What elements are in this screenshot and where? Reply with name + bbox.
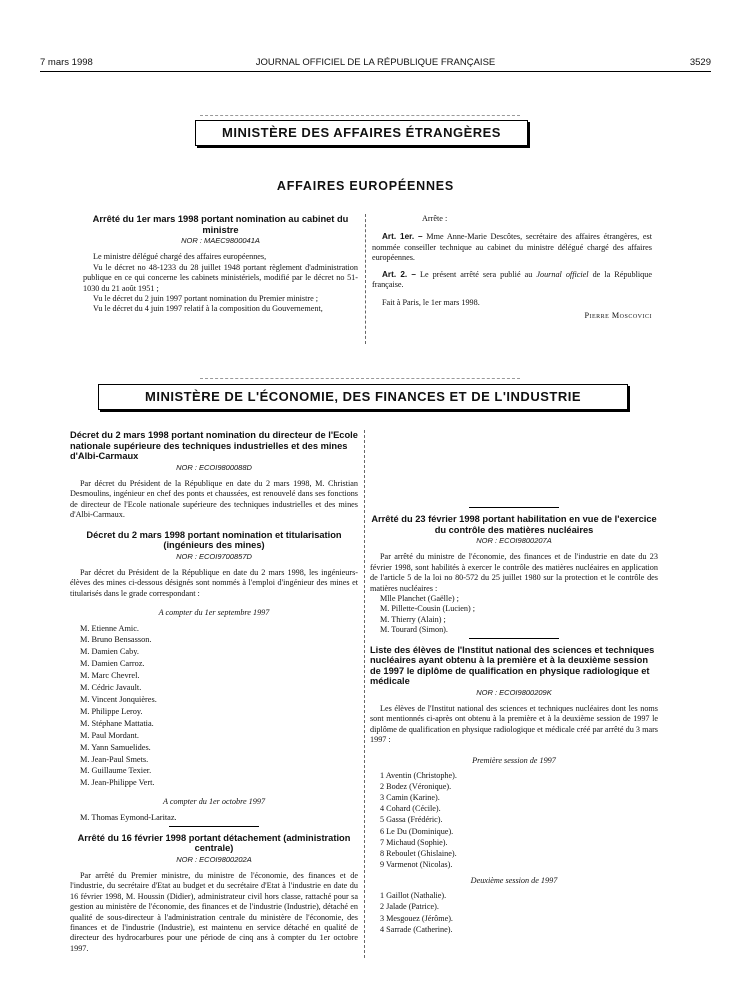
list-item: M. Thomas Eymond-Laritaz. (80, 812, 177, 822)
list-item: M. Jean-Philippe Vert. (80, 778, 155, 788)
list-item: 2 Bodez (Véronique). (380, 782, 452, 792)
list-item: M. Philippe Leroy. (80, 706, 143, 716)
divider (169, 826, 259, 827)
paragraph: Par décret du Président de la République en date du 2 mars 1998, M. Christian Desmoulins, ingénieur en chef des ponts et chaussées, est renouvelé dans ses fonctions de directeur de l'Ecole nationale supérieure des techniques industrielles et des mines d'Albi-Carmaux. (70, 478, 358, 520)
list-item: M. Marc Chevrel. (80, 671, 140, 681)
paragraph: Les élèves de l'Institut national des sciences et techniques nucléaires dont les noms sont mentionnés ci-après ont obtenu à la première et à la deuxième session de 1997 le diplôme de qualification en physique radiologique et médicale créé par arrêté du 3 mars 1997 : (370, 704, 658, 745)
article-1: Art. 1er. – Mme Anne-Marie Descôtes, secrétaire des affaires étrangères, est nommée conseiller technique au cabinet du ministre délégué chargé des affaires européennes. (372, 232, 652, 263)
list-item: 5 Gassa (Frédéric). (380, 815, 443, 825)
name-list (70, 623, 358, 790)
economy-right-column (370, 430, 658, 960)
list-title: Liste des élèves de l'Institut national des sciences et techniques nucléaires ayant obtenu à la première et à la deuxième session de 1997 le diplôme de qualification en physique radiologique et médicale (370, 644, 655, 687)
subheading-date: A compter du 1er septembre 1997 (158, 608, 270, 618)
paragraph: Vu le décret du 2 juin 1997 portant nomination du Premier ministre ; (93, 294, 319, 304)
list-item: M. Damien Carroz. (80, 659, 145, 669)
list-item: M. Stéphane Mattatia. (80, 718, 154, 728)
nor-reference: NOR : MAEC9800041A (181, 236, 260, 245)
paragraph: Par décret du Président de la République en date du 2 mars 1998, les ingénieurs-élèves des mines ci-dessous désignés sont nommés à l'emploi d'ingénieur des mines et titularisés dans le grade correspondant : (70, 567, 358, 598)
numbered-list (370, 890, 658, 934)
name-list (370, 594, 658, 636)
article-2: Art. 2. – Le présent arrêté sera publié au Journal officiel de la République française. (372, 269, 652, 290)
column-separator (365, 214, 366, 344)
arrete-title: Arrêté du 23 février 1998 portant habilitation en vue de l'exercice du contrôle des matières nucléaires (371, 514, 657, 535)
ministry-heading-economy: MINISTÈRE DE L'ÉCONOMIE, DES FINANCES ET DE L'INDUSTRIE (98, 384, 628, 410)
divider (200, 378, 520, 379)
divider (469, 638, 559, 639)
list-item: M. Paul Mordant. (80, 730, 139, 740)
arrete-title: Arrêté du 16 février 1998 portant détachement (administration centrale) (77, 832, 351, 854)
list-item: M. Pillette-Cousin (Lucien) ; (380, 604, 476, 614)
session-heading: Deuxième session de 1997 (470, 875, 558, 885)
header-page-number: 3529 (689, 57, 711, 68)
paragraph: Vu le décret du 4 juin 1997 relatif à la composition du Gouvernement, (93, 304, 323, 314)
nor-reference: NOR : ECOI9700857D (176, 551, 252, 561)
list-item: M. Guillaume Texier. (80, 766, 152, 776)
list-item: 1 Gaillot (Nathalie). (380, 891, 447, 901)
list-item: M. Etienne Amic. (80, 623, 139, 633)
list-item: M. Damien Caby. (80, 647, 139, 657)
paragraph: Vu le décret no 48-1233 du 28 juillet 1948 portant règlement d'administration publique en ce qui concerne les cabinets ministériels, modifié par le décret no 51-1030 du 21 août 1951 ; (83, 262, 358, 293)
list-item: M. Jean-Paul Smets. (80, 754, 149, 764)
paragraph: Le ministre délégué chargé des affaires européennes, (93, 252, 267, 262)
signature-date: Fait à Paris, le 1er mars 1998. (382, 298, 480, 308)
header-journal-title: JOURNAL OFFICIEL DE LA RÉPUBLIQUE FRANÇAISE (255, 57, 496, 68)
signature-name: Pierre Moscovici (584, 310, 652, 320)
subheading-date: A compter du 1er octobre 1997 (162, 797, 266, 807)
list-item: 1 Aventin (Christophe). (380, 771, 457, 781)
nor-reference: NOR : ECOI9800202A (176, 854, 252, 864)
list-item: 3 Mesgouez (Jérôme). (380, 913, 453, 923)
name-list (70, 812, 358, 824)
list-item: 4 Sarrade (Catherine). (380, 924, 453, 934)
list-item: M. Vincent Jonquières. (80, 695, 157, 704)
divider (469, 507, 559, 508)
section-heading-european-affairs: AFFAIRES EUROPÉENNES (276, 179, 455, 193)
arrete-cabinet-left (83, 214, 358, 315)
list-item: M. Cédric Javault. (80, 683, 142, 693)
paragraph: Par arrêté du ministre de l'économie, des finances et de l'industrie en date du 23 février 1998, sont habilités à exercer le contrôle des matières nucléaires en application de l'article 5 de la loi no 80-572 du 25 juillet 1980 sur la protection et le contrôle des matières nucléaires : (370, 552, 658, 593)
decret-title: Décret du 2 mars 1998 portant nomination du directeur de l'Ecole nationale supérieure des techniques industrielles et des mines d'Albi-Carmaux (70, 430, 358, 461)
decret-title: Décret du 2 mars 1998 portant nomination et titularisation (ingénieurs des mines) (86, 529, 342, 551)
economy-left-column (70, 430, 358, 954)
running-header (40, 57, 711, 72)
ministry-heading-foreign-affairs: MINISTÈRE DES AFFAIRES ÉTRANGÈRES (195, 120, 528, 146)
list-item: M. Thierry (Alain) ; (380, 614, 446, 624)
list-item: 2 Jalade (Patrice). (380, 902, 439, 912)
list-item: Mlle Planchet (Gaëlle) ; (380, 594, 459, 604)
list-item: 7 Michaud (Sophie). (380, 837, 448, 847)
arrete-cabinet-right (372, 214, 652, 321)
numbered-list (370, 770, 658, 870)
list-item: 3 Camin (Karine). (380, 793, 440, 803)
header-date: 7 mars 1998 (40, 57, 93, 68)
arrete-title: Arrêté du 1er mars 1998 portant nomination au cabinet du ministre (92, 214, 349, 235)
list-item: 4 Cohard (Cécile). (380, 804, 441, 814)
list-item: 8 Reboulet (Ghislaine). (380, 848, 457, 858)
list-item: M. Bruno Bensasson. (80, 635, 152, 645)
list-item: M. Yann Samuelides. (80, 742, 151, 752)
nor-reference: NOR : ECOI9800088D (176, 462, 252, 472)
session-heading: Première session de 1997 (472, 755, 556, 765)
list-item: 6 Le Du (Dominique). (380, 826, 454, 836)
divider (200, 115, 520, 116)
nor-reference: NOR : ECOI9800207A (476, 536, 552, 545)
column-separator (364, 430, 365, 958)
paragraph: Par arrêté du Premier ministre, du ministre de l'économie, des finances et de l'industrie, du secrétaire d'Etat au budget et du secrétaire d'Etat à l'industrie en date du 16 février 1998, M. Houssin (Didier), administrateur civil hors classe, rattaché pour sa gestion au ministère de l'économie, des finances et de l'industrie (Industrie), détaché en qualité de sous-directeur à l'administration centrale du ministère de l'économie, des finances et de l'industrie (Industrie), est maintenu en service détaché en qualité de directeur des hydrocarbures pour une période de cinq ans à compter du 1er octobre 1997. (70, 870, 358, 953)
nor-reference: NOR : ECOI9800209K (476, 687, 552, 697)
list-item: 9 Varmenot (Nicolas). (380, 859, 453, 869)
list-item: M. Tourard (Simon). (380, 625, 448, 635)
arrete-keyword: Arrête : (422, 214, 448, 223)
